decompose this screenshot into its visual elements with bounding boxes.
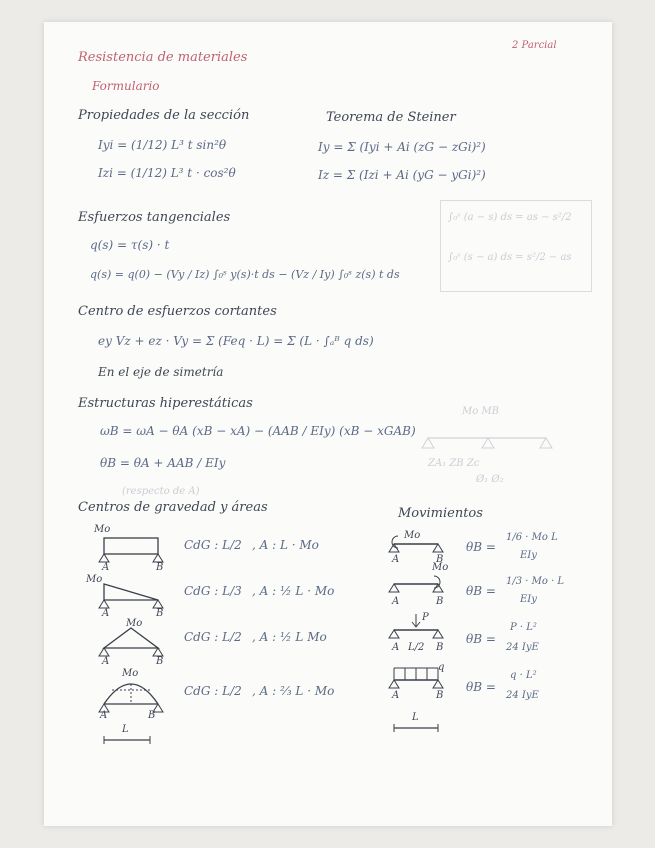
centroid-1-moment: Mo — [94, 524, 111, 535]
movement-1-b: B — [436, 554, 444, 565]
respect-note: (respecto de A) — [122, 486, 200, 497]
faint-continuous-beam — [424, 428, 554, 450]
movement-2-load: Mo — [432, 562, 449, 573]
movement-length-label: L — [412, 712, 419, 723]
centroid-2-cdg: CdG : L/3 — [184, 584, 242, 598]
parabola-diagram — [100, 674, 164, 714]
symmetry-note: En el eje de simetría — [98, 365, 224, 379]
centroid-2-a: A — [102, 608, 110, 619]
centroid-3-a: A — [102, 656, 110, 667]
centroid-length-label: L — [122, 724, 129, 735]
movement-2-b: B — [436, 596, 444, 607]
movement-2-a: A — [392, 596, 400, 607]
formula-shear-center: ey Vz + ez · Vy = Σ (Feq · L) = Σ (L · ∫ₐᴮ q ds) — [98, 334, 374, 348]
steiner-heading: Teorema de Steiner — [326, 110, 456, 125]
centroid-3-area: , A : ½ L Mo — [252, 630, 327, 644]
movement-4-den: 24 IyE — [506, 690, 539, 701]
formula-steiner-iy: Iy = Σ (Iyi + Ai (zG − zGi)²) — [318, 140, 486, 154]
movement-1-den: EIy — [520, 550, 537, 561]
formula-rotation: θB = θA + AAB / EIy — [100, 456, 226, 470]
centroid-4-a: A — [100, 710, 108, 721]
movement-4-lhs: θB = — [466, 680, 496, 694]
movement-1-a: A — [392, 554, 400, 565]
section-props-heading: Propiedades de la sección — [78, 108, 250, 123]
faint-rotations: Ø₁ Ø₂ — [476, 474, 504, 485]
faint-reactions: ZA₁ ZB Zc — [428, 458, 480, 469]
formula-steiner-iz: Iz = Σ (Izi + Ai (yG − yGi)²) — [318, 168, 486, 182]
centroid-1-a: A — [102, 562, 110, 573]
movement-2-num: 1/3 · Mo · L — [506, 576, 565, 587]
centroid-4-moment: Mo — [122, 668, 139, 679]
movement-3-load: P — [422, 612, 429, 623]
movement-1-load: Mo — [404, 530, 421, 541]
movement-4-a: A — [392, 690, 400, 701]
centroid-4-cdg: CdG : L/2 — [184, 684, 242, 698]
movement-4-num: q · L² — [510, 670, 537, 681]
centroid-3-cdg: CdG : L/2 — [184, 630, 242, 644]
movement-3-num: P · L² — [510, 622, 537, 633]
centroid-1-cdg: CdG : L/2 — [184, 538, 242, 552]
centroid-4-b: B — [148, 710, 156, 721]
movement-length-dimension — [394, 724, 442, 732]
centroid-3-moment: Mo — [126, 618, 143, 629]
hyperstatic-heading: Estructuras hiperestáticas — [78, 396, 253, 411]
faint-moment-labels: Mo MB — [462, 406, 500, 417]
movement-2-den: EIy — [520, 594, 537, 605]
page-number: 2 Parcial — [512, 40, 557, 51]
moments-heading: Movimientos — [398, 506, 483, 521]
movement-4-load: q — [438, 662, 445, 673]
centroid-length-dimension — [104, 736, 152, 744]
aside-integral-2: ∫₀ˢ (s − a) ds = s²/2 − as — [448, 252, 572, 263]
movement-3-den: 24 IyE — [506, 642, 539, 653]
rect-diagram — [100, 536, 164, 566]
centroid-4-area: , A : ⅔ L · Mo — [252, 684, 335, 698]
centroid-1-b: B — [156, 562, 164, 573]
movement-1-num: 1/6 · Mo L — [506, 532, 558, 543]
page-title: Resistencia de materiales — [78, 50, 248, 65]
formula-iyi: Iyi = (1/12) L³ t sin²θ — [98, 138, 227, 152]
formula-q-integral: q(s) = q(0) − (Vy / Iz) ∫₀ˢ y(s)·t ds − (Vz / Iy) ∫₀ˢ z(s) t ds — [90, 268, 400, 281]
aside-integral-1: ∫₀ˢ (a − s) ds = as − s²/2 — [448, 212, 572, 223]
movement-3-mid: L/2 — [408, 642, 425, 653]
movement-1-lhs: θB = — [466, 540, 496, 554]
centroid-2-moment: Mo — [86, 574, 103, 585]
movement-3-b: B — [436, 642, 444, 653]
page-subtitle: Formulario — [92, 79, 160, 93]
triangle-diagram — [100, 582, 164, 612]
peak-triangle-diagram — [100, 624, 164, 660]
shear-center-heading: Centro de esfuerzos cortantes — [78, 304, 277, 319]
formula-deflection: ωB = ωA − θA (xB − xA) − (AAB / EIy) (xB − xGAB) — [100, 424, 416, 438]
formula-izi: Izi = (1/12) L³ t · cos²θ — [98, 166, 236, 180]
shear-heading: Esfuerzos tangenciales — [78, 210, 231, 225]
movement-3-a: A — [392, 642, 400, 653]
movement-3-lhs: θB = — [466, 632, 496, 646]
formula-q-tau: q(s) = τ(s) · t — [90, 238, 170, 252]
centroid-1-area: , A : L · Mo — [252, 538, 319, 552]
centroid-3-b: B — [156, 656, 164, 667]
movement-4-b: B — [436, 690, 444, 701]
centroids-heading: Centros de gravedad y áreas — [78, 500, 268, 515]
movement-2-lhs: θB = — [466, 584, 496, 598]
centroid-2-b: B — [156, 608, 164, 619]
centroid-2-area: , A : ½ L · Mo — [252, 584, 335, 598]
